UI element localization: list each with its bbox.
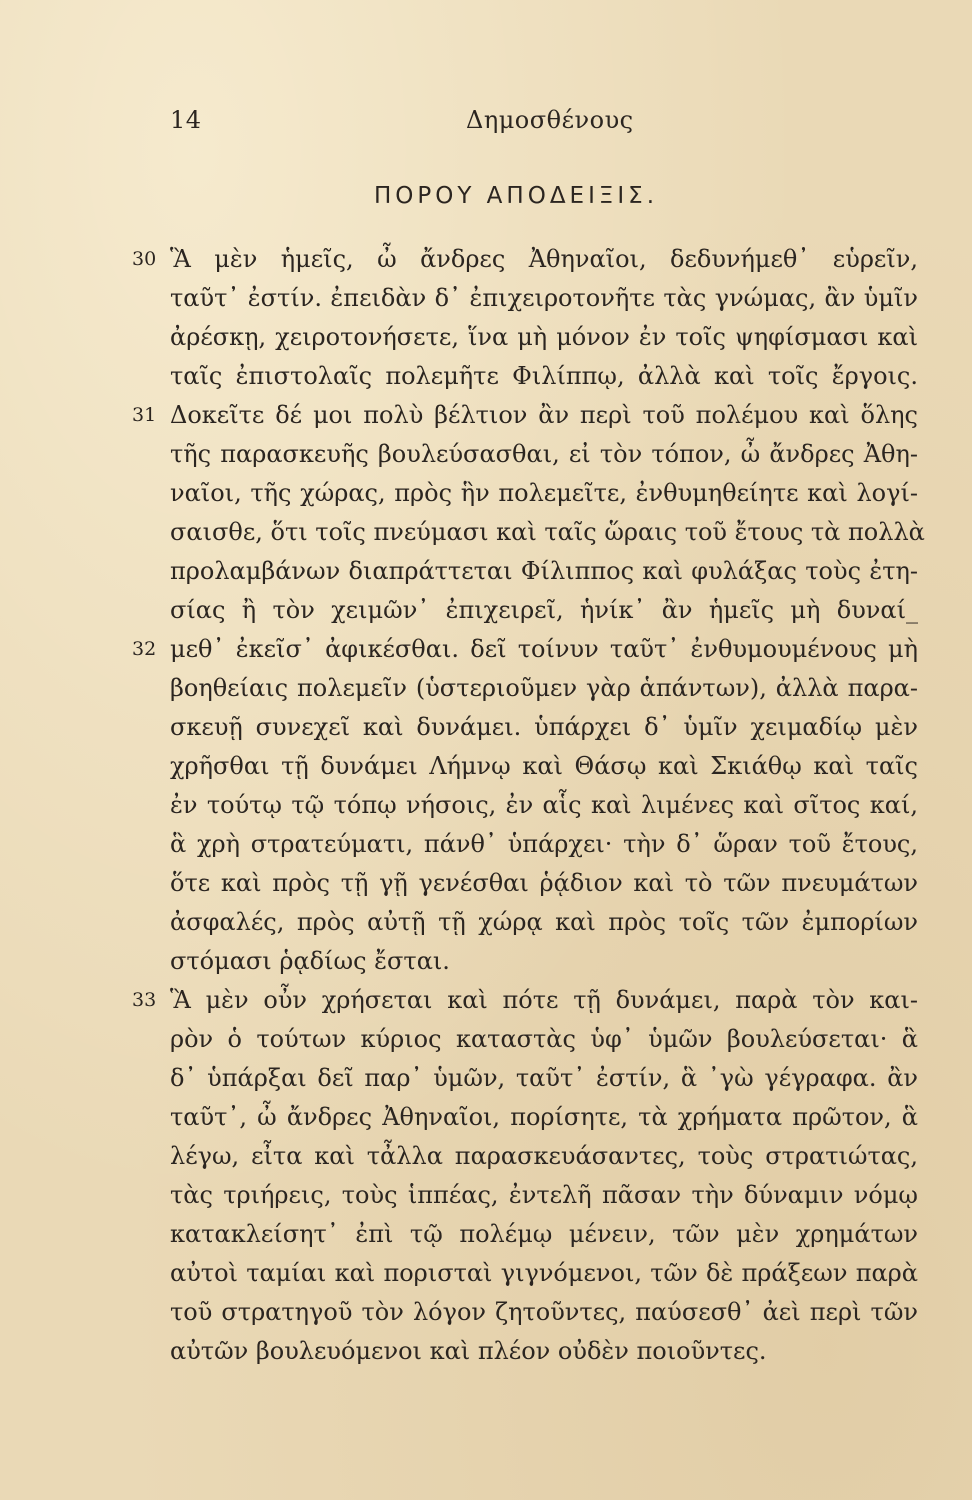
line-text: τὰς τριήρεις, τοὺς ἱππέας, ἐντελῆ πᾶσαν τὴν δύναμιν νόμῳ: [170, 1181, 918, 1209]
section-heading: ΠΟΡΟΥ ΑΠΟΔΕΙΞΙΣ.: [373, 183, 659, 209]
section-number: 30: [132, 248, 157, 270]
line-text: ἃ χρὴ στρατεύματι, πάνθ᾽ ὑπάρχει· τὴν δ᾽ ὥραν τοῦ ἔτους,: [170, 830, 918, 858]
line-text: σαισθε, ὅτι τοῖς πνεύμασι καὶ ταῖς ὥραις τοῦ ἔτους τὰ πολλὰ: [170, 518, 925, 546]
line-text: μεθ᾽ ἐκεῖσ᾽ ἀφικέσθαι. δεῖ τοίνυν ταῦτ᾽ ἐνθυμουμένους μὴ: [170, 635, 918, 663]
text-line: [0, 981, 972, 1020]
text-line: [0, 1059, 972, 1098]
text-line: [0, 630, 972, 669]
text-line: [0, 1215, 972, 1254]
line-text: λέγω, εἶτα καὶ τἆλλα παρασκευάσαντες, τοὺς στρατιώτας,: [170, 1142, 918, 1170]
text-line: [0, 513, 972, 552]
running-title: Δημοσθένους: [466, 106, 634, 134]
line-text: Ἃ μὲν οὖν χρήσεται καὶ πότε τῇ δυνάμει, παρὰ τὸν και-: [170, 986, 918, 1014]
line-text: ὅτε καὶ πρὸς τῇ γῇ γενέσθαι ῥᾴδιον καὶ τὸ τῶν πνευμάτων: [170, 869, 918, 897]
line-text: Ἃ μὲν ἡμεῖς, ὦ ἄνδρες Ἀθηναῖοι, δεδυνήμεθ᾽ εὑρεῖν,: [170, 245, 918, 273]
line-text: ἀρέσκῃ, χειροτονήσετε, ἵνα μὴ μόνον ἐν τοῖς ψηφίσμασι καὶ: [170, 323, 918, 351]
section-number: 31: [132, 404, 157, 426]
text-line: [0, 240, 972, 279]
line-text: αὐτῶν βουλευόμενοι καὶ πλέον οὐδὲν ποιοῦντες.: [170, 1337, 767, 1365]
line-text: στόμασι ῥᾳδίως ἔσται.: [170, 947, 450, 975]
text-line: [0, 357, 972, 396]
line-text: ἐν τούτῳ τῷ τόπῳ νήσοις, ἐν αἷς καὶ λιμένες καὶ σῖτος καί,: [170, 791, 918, 819]
section-number: 32: [132, 638, 157, 660]
line-text: αὐτοὶ ταμίαι καὶ πορισταὶ γιγνόμενοι, τῶν δὲ πράξεων παρὰ: [170, 1259, 918, 1287]
line-text: σκευῇ συνεχεῖ καὶ δυνάμει. ὑπάρχει δ᾽ ὑμῖν χειμαδίῳ μὲν: [170, 713, 918, 741]
body-text: [0, 240, 972, 1371]
text-line: [0, 435, 972, 474]
text-line: [0, 786, 972, 825]
text-line: [0, 1332, 972, 1371]
line-text: βοηθείαις πολεμεῖν (ὑστεριοῦμεν γὰρ ἁπάντων), ἀλλὰ παρα-: [170, 674, 918, 702]
text-line: [0, 1137, 972, 1176]
line-text: ρὸν ὁ τούτων κύριος καταστὰς ὑφ᾽ ὑμῶν βουλεύσεται· ἃ: [170, 1025, 918, 1053]
line-text: ταῦτ᾽ ἐστίν. ἐπειδὰν δ᾽ ἐπιχειροτονῆτε τὰς γνώμας, ἂν ὑμῖν: [170, 284, 918, 312]
text-line: [0, 669, 972, 708]
text-line: [0, 552, 972, 591]
text-line: [0, 1176, 972, 1215]
page-number: 14: [170, 106, 202, 134]
line-text: σίας ἢ τὸν χειμῶν᾽ ἐπιχειρεῖ, ἡνίκ᾽ ἂν ἡμεῖς μὴ δυναί_: [170, 596, 918, 624]
text-line: [0, 747, 972, 786]
text-line: [0, 903, 972, 942]
line-text: Δοκεῖτε δέ μοι πολὺ βέλτιον ἂν περὶ τοῦ πολέμου καὶ ὅλης: [170, 401, 918, 429]
text-line: [0, 279, 972, 318]
section-number: 33: [132, 989, 157, 1011]
line-text: ναῖοι, τῆς χώρας, πρὸς ἣν πολεμεῖτε, ἐνθυμηθείητε καὶ λογί-: [170, 479, 918, 507]
line-text: τοῦ στρατηγοῦ τὸν λόγον ζητοῦντες, παύσεσθ᾽ ἀεὶ περὶ τῶν: [170, 1298, 918, 1326]
line-text: δ᾽ ὑπάρξαι δεῖ παρ᾽ ὑμῶν, ταῦτ᾽ ἐστίν, ἃ ᾽γὼ γέγραφα. ἂν: [170, 1064, 918, 1092]
text-line: [0, 591, 972, 630]
text-line: [0, 1293, 972, 1332]
text-line: [0, 825, 972, 864]
text-line: [0, 864, 972, 903]
line-text: ἀσφαλές, πρὸς αὐτῇ τῇ χώρᾳ καὶ πρὸς τοῖς τῶν ἐμπορίων: [170, 908, 918, 936]
line-text: χρῆσθαι τῇ δυνάμει Λήμνῳ καὶ Θάσῳ καὶ Σκιάθῳ καὶ ταῖς: [170, 752, 918, 780]
running-header: [170, 106, 930, 142]
line-text: τῆς παρασκευῆς βουλεύσασθαι, εἰ τὸν τόπον, ὦ ἄνδρες Ἀθη-: [170, 440, 918, 468]
text-line: [0, 396, 972, 435]
text-line: [0, 1098, 972, 1137]
text-line: [0, 1020, 972, 1059]
text-line: [0, 942, 972, 981]
text-line: [0, 1254, 972, 1293]
text-line: [0, 318, 972, 357]
text-line: [0, 474, 972, 513]
text-line: [0, 708, 972, 747]
line-text: ταῦτ᾽, ὦ ἄνδρες Ἀθηναῖοι, πορίσητε, τὰ χρήματα πρῶτον, ἃ: [170, 1103, 918, 1131]
line-text: ταῖς ἐπιστολαῖς πολεμῆτε Φιλίππῳ, ἀλλὰ καὶ τοῖς ἔργοις.: [170, 362, 918, 390]
line-text: προλαμβάνων διαπράττεται Φίλιππος καὶ φυλάξας τοὺς ἐτη-: [170, 557, 918, 585]
line-text: κατακλείσητ᾽ ἐπὶ τῷ πολέμῳ μένειν, τῶν μὲν χρημάτων: [170, 1220, 918, 1248]
